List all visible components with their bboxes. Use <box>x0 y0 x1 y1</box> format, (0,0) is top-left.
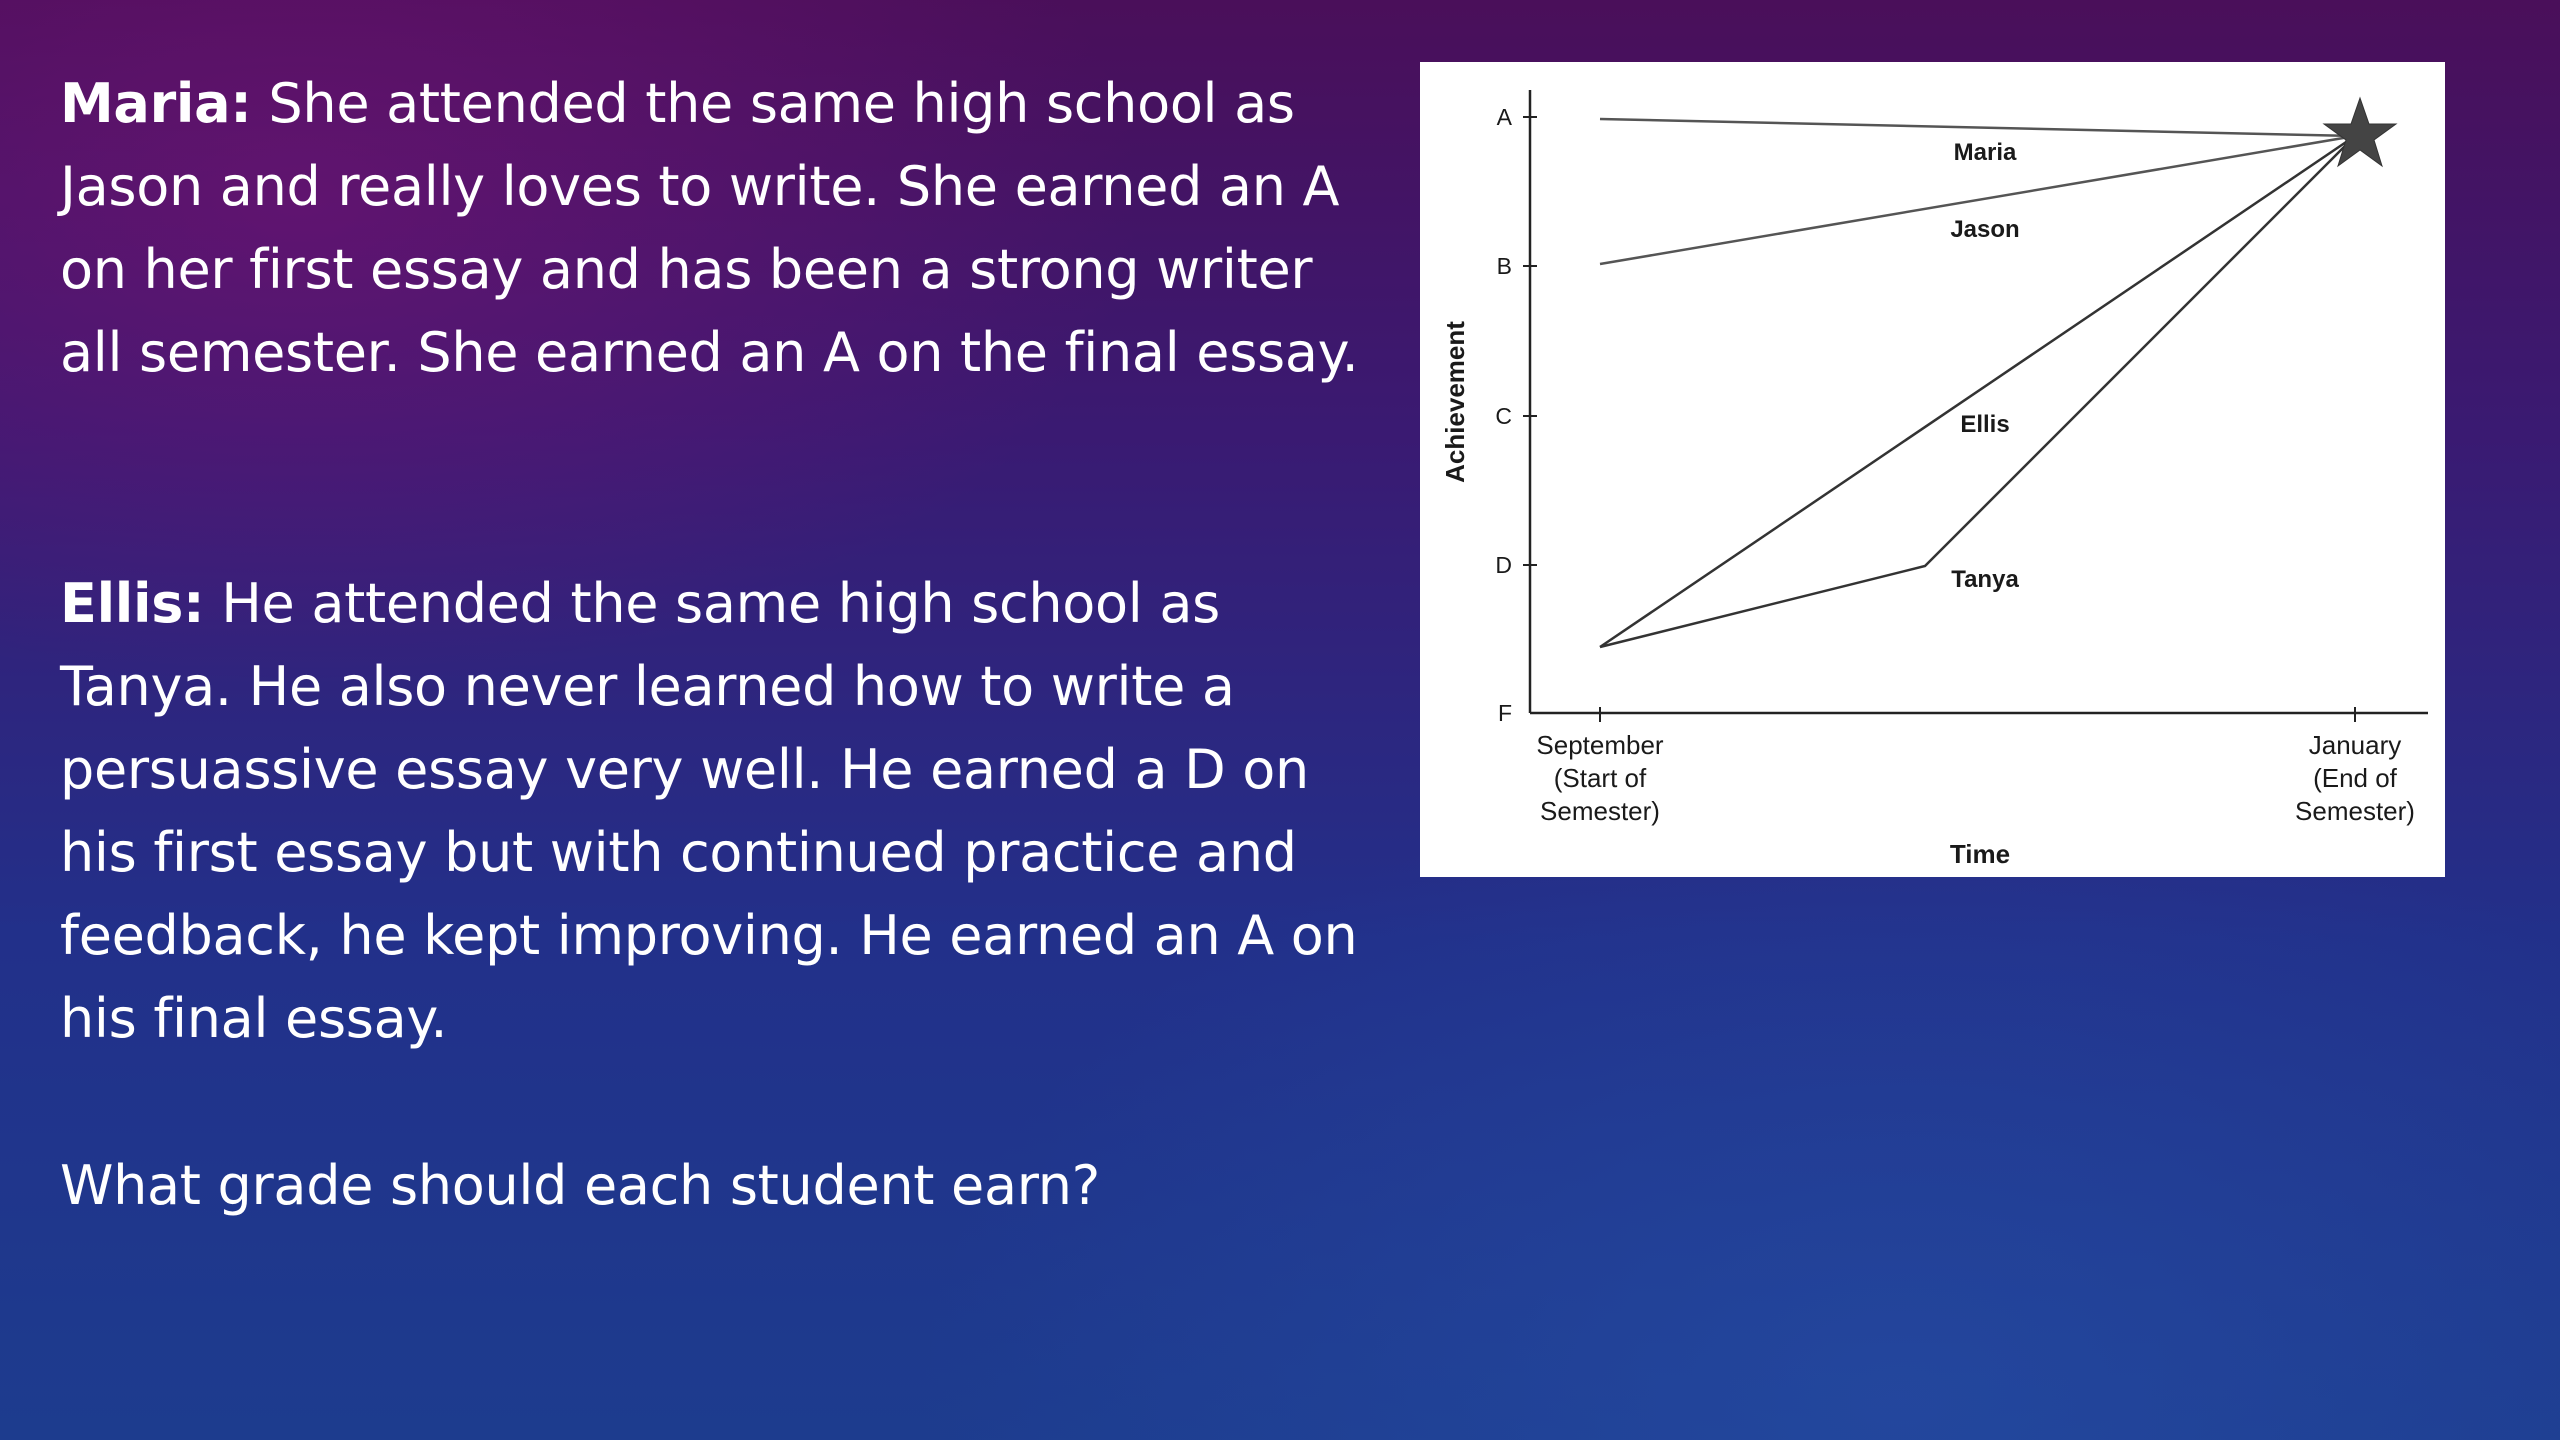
maria-description: She attended the same high school as Jason and really loves to write. She earned an A on her first essay and has been a strong writer all semester. She earned an A on the final essay. <box>60 72 1359 384</box>
x-category-january-line2: (End of <box>2313 763 2397 793</box>
maria-paragraph <box>60 62 1380 394</box>
x-category-january-line3: Semester) <box>2295 796 2415 826</box>
achievement-chart <box>1420 62 2445 877</box>
series-label-maria: Maria <box>1953 139 2017 166</box>
x-axis-title: Time <box>1949 839 2011 869</box>
y-tick-label-d: D <box>1495 552 1512 578</box>
ellis-paragraph <box>60 562 1380 1060</box>
x-category-september-line1: September <box>1536 730 1664 760</box>
y-axis-title: Achievement <box>1440 321 1470 483</box>
ellis-description: He attended the same high school as Tanya. He also never learned how to write a persuassive essay very well. He earned a D on his first essay but with continued practice and feedback, he kept improving. He earned an A on his final essay. <box>60 572 1358 1050</box>
series-label-jason: Jason <box>1950 216 2020 243</box>
series-line-maria <box>1600 119 2355 136</box>
x-category-september-line3: Semester) <box>1540 796 1660 826</box>
series-label-ellis: Ellis <box>1960 411 2010 438</box>
x-category-september-line2: (Start of <box>1553 763 1647 793</box>
y-tick-label-c: C <box>1495 403 1512 429</box>
y-tick-label-a: A <box>1496 104 1512 130</box>
chart-svg <box>1420 62 2445 877</box>
y-tick-label-f: F <box>1497 700 1512 726</box>
ellis-name: Ellis: <box>60 572 205 635</box>
x-category-january-line1: January <box>2308 730 2402 760</box>
series-label-tanya: Tanya <box>1951 566 2019 593</box>
question-text: What grade should each student earn? <box>60 1154 1100 1217</box>
maria-name: Maria: <box>60 72 252 135</box>
y-tick-label-b: B <box>1496 253 1512 279</box>
